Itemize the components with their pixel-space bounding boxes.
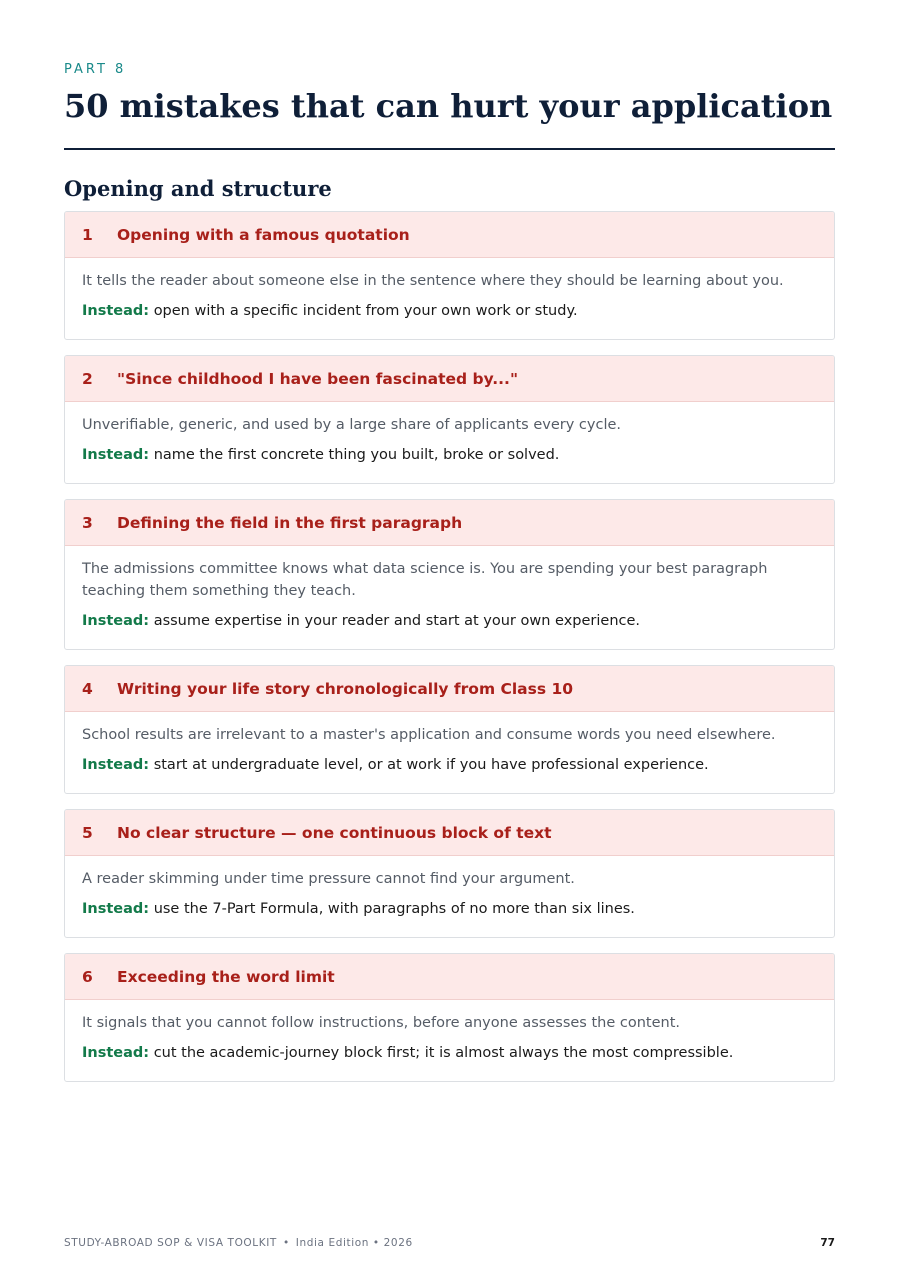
mistake-number: 2 — [82, 369, 93, 388]
mistake-description: It signals that you cannot follow instructions, before anyone assesses the content. — [82, 1015, 680, 1031]
mistake-number: 4 — [82, 679, 93, 698]
mistake-description: It tells the reader about someone else in the sentence where they should be learning about you. — [82, 273, 784, 289]
instead-text: assume expertise in your reader and start at your own experience. — [153, 613, 641, 629]
title-divider — [64, 148, 835, 150]
mistake-body — [65, 546, 834, 649]
mistake-card — [64, 499, 835, 650]
mistake-body — [65, 402, 834, 483]
page-number: 77 — [820, 1237, 835, 1249]
mistake-header — [65, 212, 834, 258]
mistake-number: 1 — [82, 225, 93, 244]
mistake-title: Exceeding the word limit — [117, 967, 335, 986]
mistake-card — [64, 809, 835, 938]
mistake-header — [65, 666, 834, 712]
instead-label: Instead: — [82, 613, 150, 629]
instead-text: name the first concrete thing you built, broke or solved. — [153, 447, 560, 463]
mistake-title: Defining the field in the first paragraph — [117, 513, 463, 532]
mistake-description: Unverifiable, generic, and used by a large share of applicants every cycle. — [82, 417, 622, 433]
mistakes-list — [64, 211, 835, 1097]
mistake-header — [65, 810, 834, 856]
mistake-description: School results are irrelevant to a master's application and consume words you need elsewhere. — [82, 727, 776, 743]
mistake-instead — [82, 754, 817, 776]
instead-text: use the 7-Part Formula, with paragraphs of no more than six lines. — [153, 901, 635, 917]
instead-label: Instead: — [82, 303, 150, 319]
mistake-header — [65, 954, 834, 1000]
instead-text: cut the academic-journey block first; it is almost always the most compressible. — [153, 1045, 734, 1061]
page-title: 50 mistakes that can hurt your application — [64, 87, 833, 125]
mistake-header — [65, 500, 834, 546]
mistake-body — [65, 258, 834, 339]
mistake-description: The admissions committee knows what data science is. You are spending your best paragraph teaching them something they teach. — [82, 561, 768, 599]
mistake-body — [65, 856, 834, 937]
mistake-instead — [82, 610, 817, 632]
mistake-description: A reader skimming under time pressure cannot find your argument. — [82, 871, 575, 887]
mistake-card — [64, 665, 835, 794]
part-label: PART 8 — [64, 62, 127, 77]
mistake-body — [65, 712, 834, 793]
mistake-card — [64, 211, 835, 340]
footer-book-title: STUDY-ABROAD SOP & VISA TOOLKIT — [64, 1237, 277, 1249]
mistake-header — [65, 356, 834, 402]
instead-label: Instead: — [82, 901, 150, 917]
mistake-instead — [82, 1042, 817, 1064]
mistake-number: 6 — [82, 967, 93, 986]
mistake-number: 3 — [82, 513, 93, 532]
mistake-title: "Since childhood I have been fascinated by..." — [117, 369, 519, 388]
mistake-card — [64, 355, 835, 484]
section-title: Opening and structure — [64, 176, 332, 201]
mistake-instead — [82, 444, 817, 466]
instead-text: open with a specific incident from your own work or study. — [153, 303, 578, 319]
instead-label: Instead: — [82, 1045, 150, 1061]
mistake-instead — [82, 898, 817, 920]
mistake-title: Writing your life story chronologically from Class 10 — [117, 679, 574, 698]
footer-separator: • — [282, 1237, 290, 1249]
footer-book-info — [64, 1237, 413, 1249]
mistake-card — [64, 953, 835, 1082]
instead-label: Instead: — [82, 447, 150, 463]
footer-edition: India Edition • 2026 — [295, 1237, 413, 1249]
mistake-body — [65, 1000, 834, 1081]
mistake-number: 5 — [82, 823, 93, 842]
instead-label: Instead: — [82, 757, 150, 773]
instead-text: start at undergraduate level, or at work if you have professional experience. — [153, 757, 709, 773]
mistake-title: No clear structure — one continuous block of text — [117, 823, 552, 842]
mistake-instead — [82, 300, 817, 322]
mistake-title: Opening with a famous quotation — [117, 225, 410, 244]
